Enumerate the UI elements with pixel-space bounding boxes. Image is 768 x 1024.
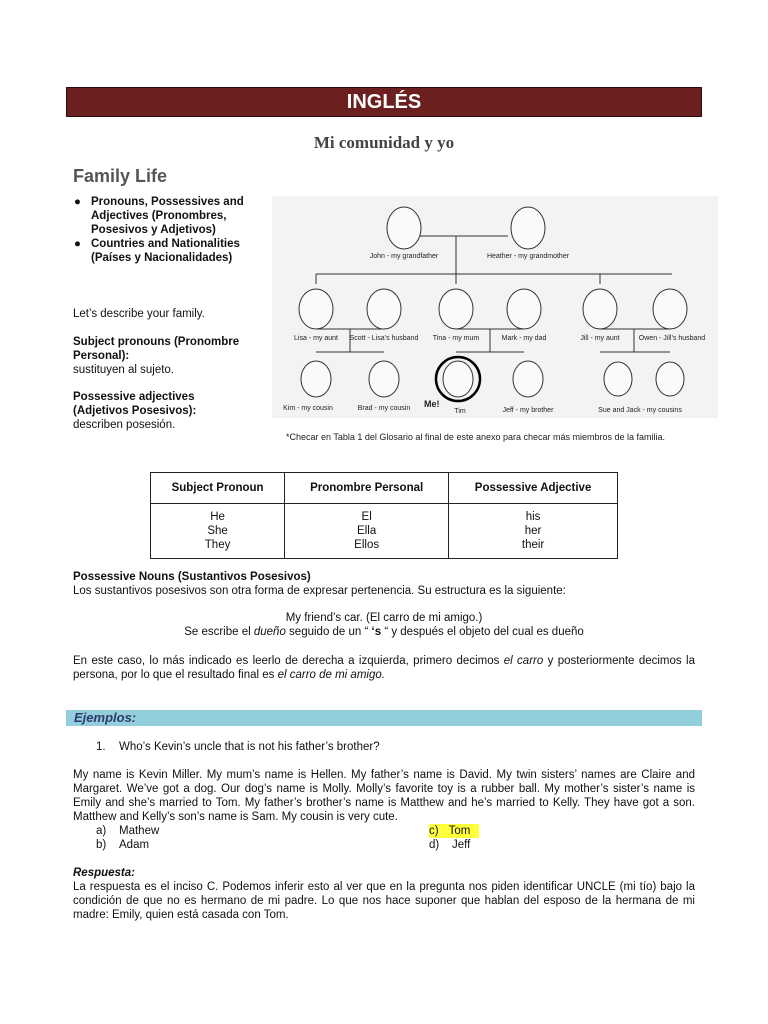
intro-text: Let’s describe your family. (73, 308, 205, 320)
bullet-icon: ● (74, 238, 81, 250)
tree-label: Sue and Jack - my cousins (598, 407, 682, 414)
topic-item (74, 237, 264, 265)
explain-emphasis: el carro de mi amigo. (277, 669, 385, 681)
cell-value: Ellos (354, 539, 380, 551)
possessive-adjectives-heading: Possessive adjectives (Adjetivos Posesivos): (73, 391, 197, 417)
table-row (151, 504, 618, 559)
explain-text: y posteriormente decimos la persona, por lo que el resultado final es (73, 655, 695, 681)
rule-emphasis: ‘s (371, 626, 382, 638)
rule-emphasis: dueño (253, 626, 286, 638)
page-title: INGLÉS (346, 91, 422, 113)
tree-label: Lisa - my aunt (294, 335, 338, 342)
jill-portrait (583, 289, 617, 329)
tim-portrait (443, 361, 473, 397)
grandfather-portrait (387, 207, 421, 249)
explain-text: En este caso, lo más indicado es leerlo de derecha a izquierda, primero decimos (73, 655, 504, 667)
topic-item (74, 195, 264, 237)
table-header: Possessive Adjective (449, 473, 618, 504)
topic-text: Countries and Nationalities (Países y Nacionalidades) (91, 238, 240, 264)
lisa-portrait (299, 289, 333, 329)
subject-pronouns-heading: Subject pronouns (Pronombre Personal): (73, 336, 240, 362)
kim-portrait (301, 361, 331, 397)
cell-value: El (361, 511, 372, 523)
option-c-text: Tom (448, 825, 471, 837)
examples-bar (66, 710, 702, 726)
story-text: My name is Kevin Miller. My mum’s name is Hellen. My father’s name is David. My twin sisters’ names are Claire and Margaret. We’ve got a dog. Our dog’s name is Molly. Molly’s favorite toy is a rubber ball. My mother’s sister’s name is Emily and she’s married to Tom. My father’s brother’s name is Matthew and he’s married to Kelly. They have got a son. Matthew and Kelly’s son’s name is Sam. My cousin is very cute. (73, 769, 695, 823)
possessive-explanation (73, 654, 695, 682)
tree-label: Brad - my cousin (357, 405, 411, 412)
tree-label: Tim (454, 408, 466, 415)
topic-text: Pronouns, Possessives and Adjectives (Pronombres, Posesivos y Adjetivos) (91, 196, 244, 236)
cell-value: She (207, 525, 228, 537)
option-b-letter: b) (96, 839, 107, 851)
possessive-rule (0, 626, 768, 638)
cell-value: He (210, 511, 225, 523)
option-a-letter: a) (96, 825, 107, 837)
table-header-row (151, 473, 618, 504)
pronoun-table (150, 472, 618, 559)
brad-portrait (369, 361, 399, 397)
answer-text: La respuesta es el inciso C. Podemos inferir esto al ver que en la pregunta nos piden identificar UNCLE (mi tío) bajo la condición de que no es hermano de mi padre. Lo que nos hace suponer que hablan del esposo de la hermana de mi madre: Emily, quien está casada con Tom. (73, 881, 695, 921)
rule-text: seguido de un “ (285, 626, 372, 638)
question-text: Who’s Kevin’s uncle that is not his father’s brother? (119, 741, 380, 753)
possessive-nouns-heading: Possessive Nouns (Sustantivos Posesivos) (73, 571, 311, 583)
grandmother-portrait (511, 207, 545, 249)
option-a-text: Mathew (119, 825, 160, 837)
page-title-banner (66, 87, 702, 117)
sue-portrait (604, 362, 632, 396)
me-label: Me! (424, 399, 440, 409)
option-b-text: Adam (119, 839, 150, 851)
mark-portrait (507, 289, 541, 329)
cell-value: his (525, 511, 541, 523)
owen-portrait (653, 289, 687, 329)
cell-value: their (521, 539, 545, 551)
examples-label: Ejemplos: (74, 710, 137, 725)
subject-pronouns-desc: sustituyen al sujeto. (73, 364, 175, 376)
table-cell (449, 504, 618, 559)
tree-label: John - my grandfather (369, 253, 439, 260)
possessive-nouns-desc: Los sustantivos posesivos son otra forma de expresar pertenencia. Su estructura es la siguiente: (73, 585, 566, 597)
possessive-example: My friend’s car. (El carro de mi amigo.) (285, 612, 483, 624)
tree-label: Jeff - my brother (502, 407, 554, 414)
tree-caption: *Checar en Tabla 1 del Glosario al final de este anexo para checar más miembros de la familia. (286, 432, 666, 442)
table-header: Pronombre Personal (285, 473, 449, 504)
table-header: Subject Pronoun (151, 473, 285, 504)
possessive-adjectives-block (73, 390, 253, 432)
tree-label: Heather - my grandmother (486, 253, 570, 260)
tree-label: Jill - my aunt (580, 335, 620, 342)
jeff-portrait (513, 361, 543, 397)
table-cell (285, 504, 449, 559)
rule-text: “ y después el objeto del cual es dueño (381, 626, 584, 638)
possessive-adjectives-desc: describen posesión. (73, 419, 176, 431)
option-d-text: Jeff (452, 839, 471, 851)
jack-portrait (656, 362, 684, 396)
page-subtitle: Mi comunidad y yo (313, 133, 455, 152)
family-tree-illustration (272, 196, 718, 418)
topic-list (74, 195, 264, 265)
tree-label: Tina - my mum (432, 335, 480, 342)
scott-portrait (367, 289, 401, 329)
section-title: Family Life (73, 166, 168, 186)
cell-value: They (204, 539, 231, 551)
answer-heading: Respuesta: (73, 867, 135, 879)
tree-label: Scott - Lisa’s husband (349, 335, 419, 342)
subject-pronouns-block (73, 335, 253, 377)
rule-text: Se escribe el (184, 626, 254, 638)
option-c-letter: c) (429, 825, 439, 837)
tina-portrait (439, 289, 473, 329)
cell-value: her (524, 525, 542, 537)
option-d-letter: d) (429, 839, 440, 851)
cell-value: Ella (357, 525, 377, 537)
tree-label: Kim - my cousin (283, 405, 333, 412)
question-number: 1. (96, 741, 106, 753)
explain-emphasis: el carro (503, 655, 544, 667)
tree-background (272, 196, 718, 418)
bullet-icon: ● (74, 196, 81, 208)
option-c-highlighted (429, 824, 479, 838)
table-cell (151, 504, 285, 559)
possessive-nouns-block (73, 570, 703, 598)
tree-label: Owen - Jill’s husband (638, 335, 706, 342)
tree-label: Mark - my dad (501, 335, 547, 342)
